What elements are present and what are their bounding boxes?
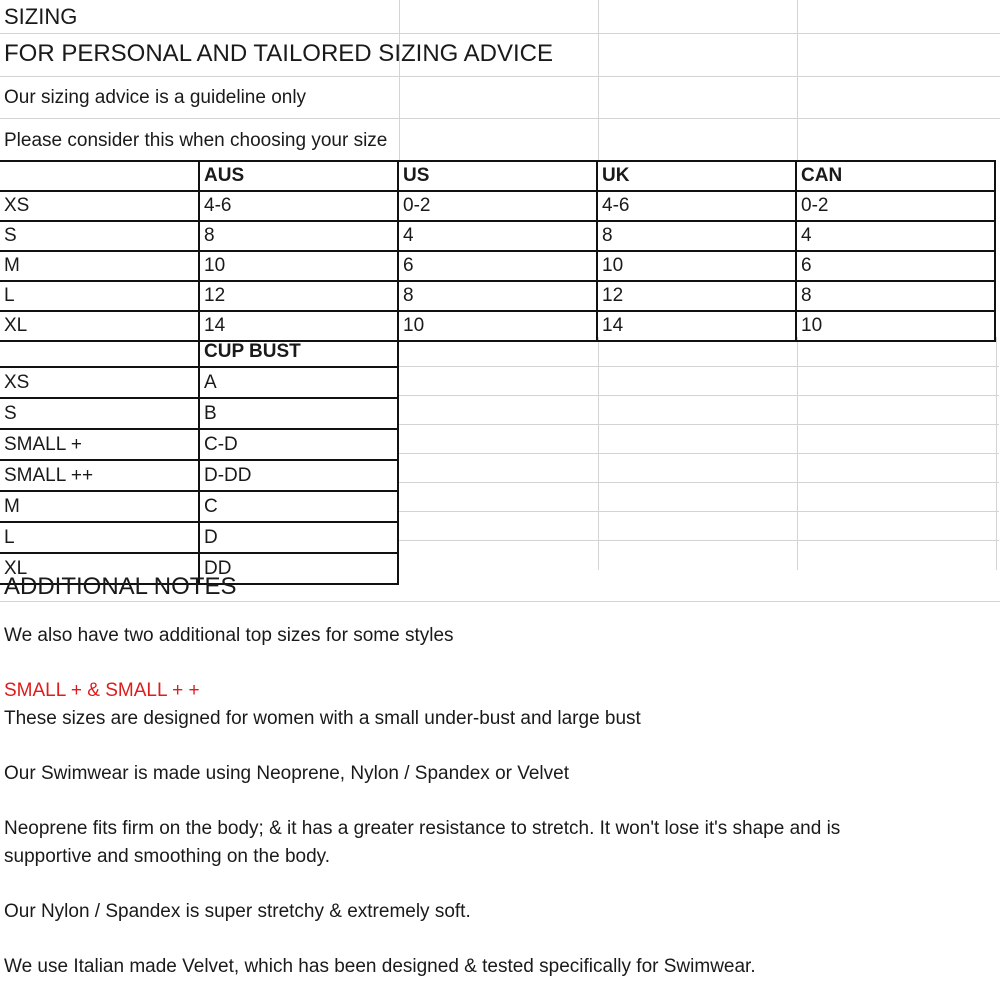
- gridline-col-d: [598, 0, 599, 160]
- table-cell: 10: [597, 251, 796, 281]
- table-cell: A: [199, 367, 398, 398]
- table-header-cell: AUS: [199, 161, 398, 191]
- page-title: SIZING: [4, 4, 78, 29]
- gridline-row: [399, 424, 999, 425]
- gridline-row: [399, 511, 999, 512]
- table-row: [0, 191, 995, 221]
- notes-line-6: We use Italian made Velvet, which has been designed & tested specifically for Swimwear.: [4, 956, 756, 977]
- table-cell: 4: [796, 221, 995, 251]
- table-header-cell: CUP BUST: [199, 337, 398, 367]
- intro-line-1: Our sizing advice is a guideline only: [4, 87, 307, 108]
- table-cell: L: [0, 281, 199, 311]
- gridline-col-c: [399, 0, 400, 160]
- notes-line-1: We also have two additional top sizes for some styles: [4, 625, 454, 646]
- table-cell: 14: [597, 311, 796, 341]
- cup-bust-table: [0, 337, 399, 585]
- notes-line-4a: Neoprene fits firm on the body; & it has a greater resistance to stretch. It won't lose it's shape and is: [4, 818, 841, 839]
- table-cell: D-DD: [199, 460, 398, 491]
- table-cell: SMALL +: [0, 429, 199, 460]
- table-cell: 4-6: [597, 191, 796, 221]
- table-cell: M: [0, 491, 199, 522]
- table-cell: 4: [398, 221, 597, 251]
- table-row: [0, 491, 398, 522]
- table-cell: 14: [199, 311, 398, 341]
- table-cell: S: [0, 398, 199, 429]
- table-header-row: [0, 161, 995, 191]
- table-row: [0, 398, 398, 429]
- intro-line-2: Please consider this when choosing your size: [4, 130, 388, 151]
- table-cell: 8: [199, 221, 398, 251]
- table-cell: 10: [796, 311, 995, 341]
- table-cell: C-D: [199, 429, 398, 460]
- gridline-row: [0, 76, 1000, 77]
- table-cell: 8: [398, 281, 597, 311]
- table-cell: 6: [398, 251, 597, 281]
- table-header-cell: [0, 337, 199, 367]
- table-row: [0, 221, 995, 251]
- table-header-cell: CAN: [796, 161, 995, 191]
- table-header-cell: [0, 161, 199, 191]
- table-cell: 12: [199, 281, 398, 311]
- gridline-row: [399, 540, 999, 541]
- gridline-row: [399, 482, 999, 483]
- table-cell: DD: [199, 553, 398, 584]
- notes-highlight: SMALL + & SMALL + +: [4, 680, 200, 701]
- table-row: [0, 522, 398, 553]
- table-cell: M: [0, 251, 199, 281]
- table-header-cell: US: [398, 161, 597, 191]
- table-cell: C: [199, 491, 398, 522]
- gridline-row: [399, 395, 999, 396]
- table-header-row: [0, 337, 398, 367]
- table-row: [0, 429, 398, 460]
- table-cell: 10: [199, 251, 398, 281]
- table-cell: 12: [597, 281, 796, 311]
- notes-line-3: Our Swimwear is made using Neoprene, Nylon / Spandex or Velvet: [4, 763, 569, 784]
- table-cell: S: [0, 221, 199, 251]
- notes-heading: ADDITIONAL NOTES: [4, 573, 237, 600]
- size-conversion-table: [0, 160, 996, 342]
- page-subtitle: FOR PERSONAL AND TAILORED SIZING ADVICE: [4, 40, 554, 67]
- table-cell: 8: [597, 221, 796, 251]
- notes-line-4b: supportive and smoothing on the body.: [4, 846, 331, 867]
- table-cell: D: [199, 522, 398, 553]
- table-cell: 10: [398, 311, 597, 341]
- gridline-row: [399, 453, 999, 454]
- gridline-col-e: [797, 0, 798, 160]
- table-cell: XL: [0, 553, 199, 584]
- table-cell: 6: [796, 251, 995, 281]
- gridline-row: [399, 366, 999, 367]
- table-header-cell: UK: [597, 161, 796, 191]
- table-row: [0, 281, 995, 311]
- notes-line-5: Our Nylon / Spandex is super stretchy & extremely soft.: [4, 901, 471, 922]
- table-cell: 0-2: [398, 191, 597, 221]
- table-cell: 0-2: [796, 191, 995, 221]
- table-row: [0, 460, 398, 491]
- gridline-row: [0, 33, 1000, 34]
- table-cell: SMALL ++: [0, 460, 199, 491]
- table-cell: 4-6: [199, 191, 398, 221]
- gridline-row: [0, 118, 1000, 119]
- table-row: [0, 251, 995, 281]
- table-cell: L: [0, 522, 199, 553]
- gridline-row: [0, 601, 1000, 602]
- table-cell: XS: [0, 191, 199, 221]
- table-row: [0, 367, 398, 398]
- table-cell: 8: [796, 281, 995, 311]
- table-cell: XS: [0, 367, 199, 398]
- table-cell: XL: [0, 311, 199, 341]
- table-cell: B: [199, 398, 398, 429]
- notes-line-2: These sizes are designed for women with a small under-bust and large bust: [4, 708, 641, 729]
